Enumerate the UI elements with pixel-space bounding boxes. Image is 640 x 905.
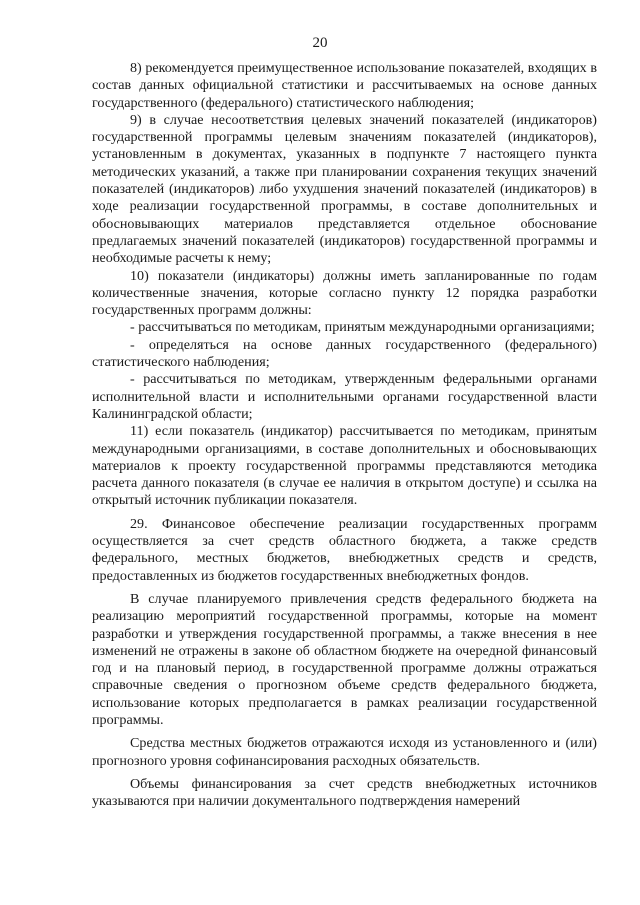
paragraph-item-10: 10) показатели (индикаторы) должны иметь запланированные по годам количественные значения, которые согласно пункту 12 порядка разработки государственных программ должны: [92, 267, 597, 319]
paragraph-item-8: 8) рекомендуется преимущественное использование показателей, входящих в состав данных официальной статистики и рассчитываемых на основе данных государственного (федерального) статистического наблюдения; [92, 60, 597, 111]
paragraph-item-11: 11) если показатель (индикатор) рассчитывается по методикам, принятым международными организациями, в составе дополнительных и обосновывающих материалов к проекту государственной программы представляются методика расчета данного показателя (в случае ее наличия в открытом доступе) и ссылка на открытый источник публикации показателя. [92, 423, 597, 509]
paragraph-item-9: 9) в случае несоответствия целевых значений показателей (индикаторов) государственной программы целевым значениям показателей (индикаторов), установленным в документах, указанных в подпункте 7 настоящего пункта методических указаний, а также при планировании сохранения текущих значений показателей (индикаторов) либо ухудшения значений показателей (индикаторов) в ходе реализации государственной программы, в составе дополнительных и обосновывающих материалов представляется отдельное обоснование предлагаемых значений показателей (индикаторов) государственной программы и необходимые расчеты к нему; [92, 111, 597, 267]
paragraph-dash-2: - определяться на основе данных государственного (федерального) статистического наблюдения; [92, 336, 597, 371]
paragraph-section-29: 29. Финансовое обеспечение реализации государственных программ осуществляется за счет средств областного бюджета, а также средств федерального, местных бюджетов, внебюджетных средств и средств, предоставленных из бюджетов государственных внебюджетных фондов. [92, 515, 597, 584]
paragraph-dash-3: - рассчитываться по методикам, утвержденным федеральными органами исполнительной власти и исполнительными органами государственной власти Калининградской области; [92, 371, 597, 422]
paragraph-extrabudgetary: Объемы финансирования за счет средств внебюджетных источников указываются при наличии документального подтверждения намерений [92, 775, 597, 810]
document-body [92, 60, 597, 812]
paragraph-federal-budget: В случае планируемого привлечения средств федерального бюджета на реализацию мероприятий государственной программы, которые на момент разработки и утверждения государственной программы, а также внесения в нее изменений не отражены в законе об областном бюджете на очередной финансовый год и на плановый период, в государственной программе должны отражаться справочные сведения о прогнозном объеме средств федерального бюджета, использование которых предполагается в рамках реализации государственной программы. [92, 590, 597, 728]
page-number: 20 [312, 35, 328, 51]
paragraph-local-budgets: Средства местных бюджетов отражаются исходя из установленного и (или) прогнозного уровня софинансирования расходных обязательств. [92, 735, 597, 769]
paragraph-dash-1: - рассчитываться по методикам, принятым международными организациями; [130, 319, 595, 336]
